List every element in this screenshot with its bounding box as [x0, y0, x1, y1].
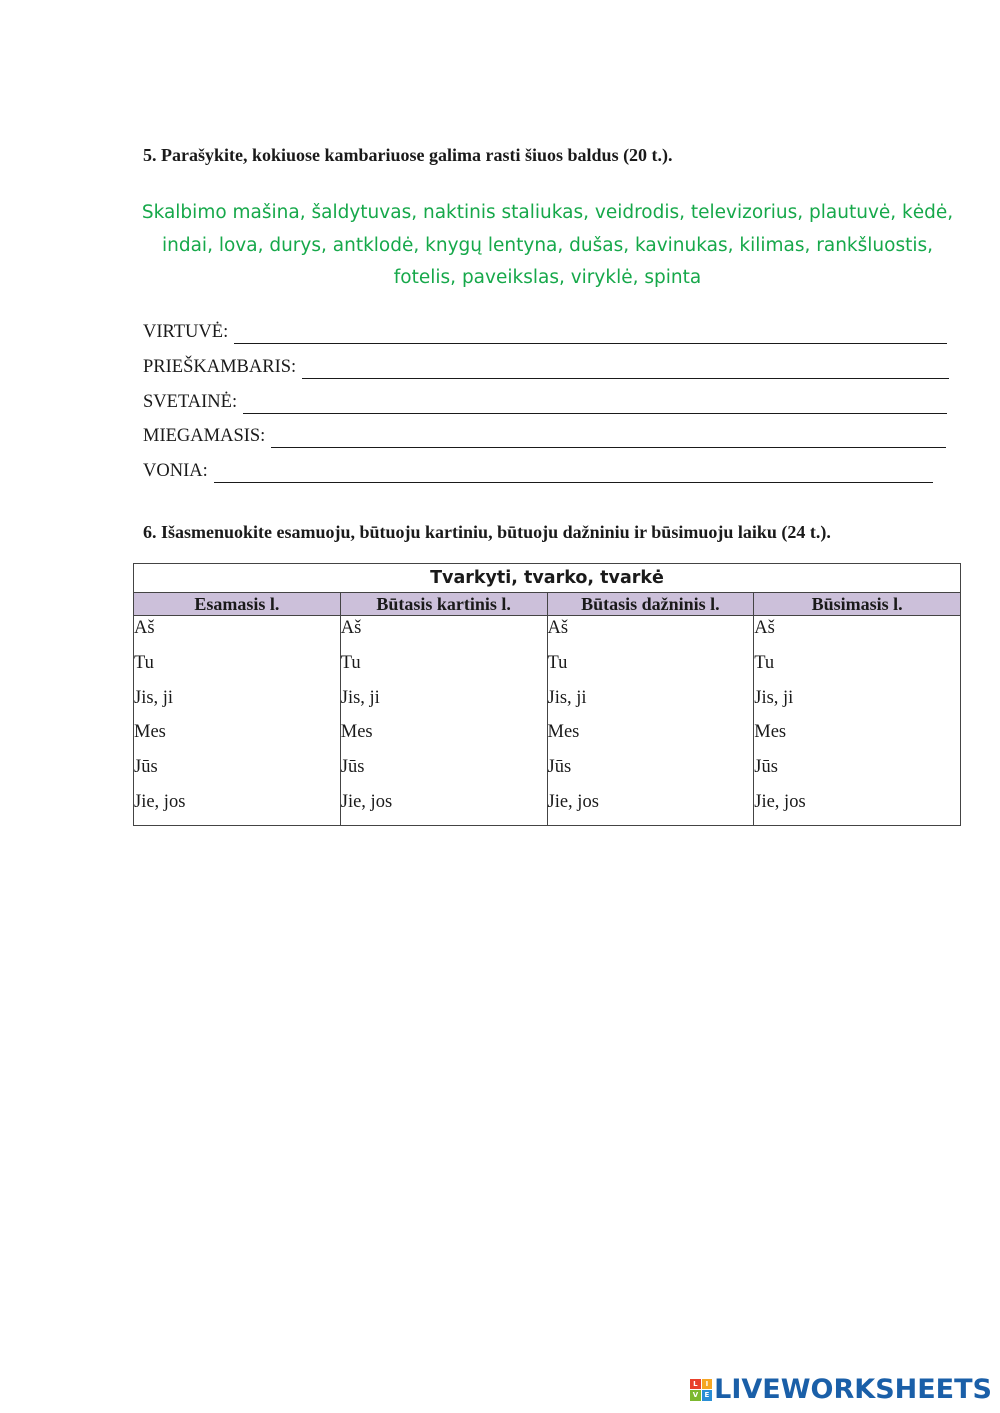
room-line-miegamasis — [143, 424, 946, 448]
room-label: VONIA: — [143, 461, 208, 481]
answer-blank[interactable] — [271, 429, 946, 448]
answer-blank[interactable] — [234, 325, 947, 344]
brand-name: LIVEWORKSHEETS — [714, 1374, 992, 1405]
pronoun: Tu — [754, 652, 775, 673]
pronoun: Tu — [547, 652, 568, 673]
logo-icon — [690, 1379, 712, 1401]
pronoun: Aš — [134, 618, 155, 638]
logo-letter: E — [702, 1390, 713, 1401]
room-label: MIEGAMASIS: — [143, 426, 266, 446]
pronoun: Mes — [134, 722, 166, 743]
pronoun: Jūs — [547, 757, 572, 778]
pronoun: Jis, ji — [134, 687, 174, 708]
room-line-svetaine — [143, 390, 947, 414]
room-line-virtuve — [143, 320, 947, 344]
pronoun: Jūs — [134, 757, 158, 778]
room-label: SVETAINĖ: — [143, 392, 238, 412]
pronoun: Aš — [547, 618, 569, 638]
column-header-past-simple: Būtasis kartinis l. — [340, 593, 547, 616]
pronoun: Tu — [340, 652, 361, 673]
table-cell-future[interactable] — [754, 616, 961, 826]
logo-letter: L — [690, 1379, 701, 1390]
task6-title: 6. Išasmenuokite esamuoju, būtuoju kartiniu, būtuoju dažniniu ir būsimuoju laiku (24 t.). — [143, 522, 831, 542]
column-header-future: Būsimasis l. — [754, 593, 961, 616]
pronoun: Jie, jos — [754, 791, 806, 812]
pronoun: Jis, ji — [340, 687, 380, 708]
room-line-vonia — [143, 459, 933, 483]
pronoun: Jūs — [340, 757, 365, 778]
pronoun: Jie, jos — [547, 791, 599, 812]
table-cell-past-frequentative[interactable] — [547, 616, 754, 826]
table-cell-present[interactable] — [134, 616, 341, 826]
pronoun: Mes — [340, 722, 373, 743]
answer-blank[interactable] — [243, 395, 947, 414]
answer-blank[interactable] — [214, 464, 933, 483]
pronoun: Jis, ji — [754, 687, 794, 708]
pronoun: Jis, ji — [547, 687, 587, 708]
logo-letter: I — [702, 1379, 713, 1390]
pronoun: Aš — [754, 618, 775, 638]
answer-blank[interactable] — [302, 360, 949, 379]
column-header-past-frequentative: Būtasis dažninis l. — [547, 593, 754, 616]
table-cell-past-simple[interactable] — [340, 616, 547, 826]
pronoun: Mes — [754, 722, 787, 743]
pronoun: Jūs — [754, 757, 778, 778]
room-label: VIRTUVĖ: — [143, 322, 229, 342]
pronoun: Mes — [547, 722, 580, 743]
word-bank: Skalbimo mašina, šaldytuvas, naktinis staliukas, veidrodis, televizorius, plautuvė, kėdė, indai, lova, durys, antklodė, knygų lentyna, dušas, kavinukas, kilimas, rankšluostis, fotelis, paveikslas, viryklė, spinta — [141, 202, 954, 288]
pronoun: Tu — [134, 652, 154, 673]
pronoun: Jie, jos — [134, 791, 186, 812]
room-label: PRIEŠKAMBARIS: — [143, 357, 297, 377]
pronoun: Aš — [340, 618, 362, 638]
logo-letter: V — [690, 1390, 701, 1401]
room-line-prieskambaris — [143, 355, 949, 379]
column-header-present: Esamasis l. — [134, 593, 341, 616]
pronoun: Jie, jos — [340, 791, 393, 812]
conjugation-table — [133, 563, 961, 826]
task5-title: 5. Parašykite, kokiuose kambariuose galima rasti šiuos baldus (20 t.). — [143, 145, 673, 165]
table-title: Tvarkyti, tvarko, tvarkė — [134, 564, 961, 593]
liveworksheets-logo — [690, 1374, 992, 1405]
